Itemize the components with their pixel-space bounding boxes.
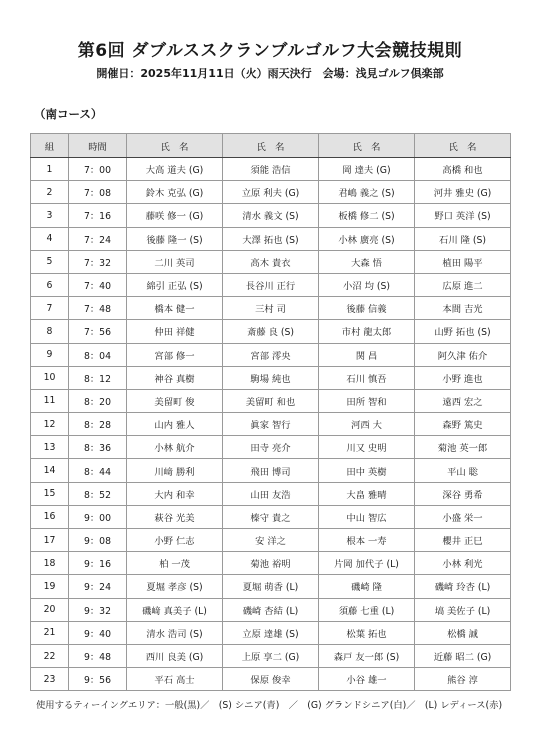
table-header-row [31, 134, 511, 158]
player-name: 後藤 信義 [319, 297, 415, 320]
player-name: 石川 隆 (S) [415, 227, 511, 250]
player-name: 野口 英洋 (S) [415, 204, 511, 227]
player-name: 広原 進二 [415, 273, 511, 296]
player-name: 宮部 澪央 [223, 343, 319, 366]
player-name: 清水 浩司 (S) [127, 621, 223, 644]
tee-time-table [30, 133, 511, 691]
group-number: 16 [31, 505, 69, 528]
group-number: 19 [31, 575, 69, 598]
player-name: 中山 智広 [319, 505, 415, 528]
tee-time: 8：04 [69, 343, 127, 366]
tee-time: 7：08 [69, 181, 127, 204]
player-name: 磯崎 杏結 (L) [223, 598, 319, 621]
tee-time: 9：24 [69, 575, 127, 598]
group-number: 18 [31, 552, 69, 575]
table-row [31, 644, 511, 667]
player-name: 大澤 拓也 (S) [223, 227, 319, 250]
player-name: 藤咲 修一 (G) [127, 204, 223, 227]
player-name: 夏堀 萌香 (L) [223, 575, 319, 598]
group-number: 21 [31, 621, 69, 644]
player-name: 西川 良美 (G) [127, 644, 223, 667]
player-name: 菊池 裕明 [223, 552, 319, 575]
table-row [31, 413, 511, 436]
player-name: 二川 英司 [127, 250, 223, 273]
player-name: 河西 大 [319, 413, 415, 436]
group-number: 23 [31, 668, 69, 691]
group-number: 14 [31, 459, 69, 482]
player-name: 平石 高士 [127, 668, 223, 691]
player-name: 鈴木 克弘 (G) [127, 181, 223, 204]
group-number: 9 [31, 343, 69, 366]
group-number: 10 [31, 366, 69, 389]
player-name: 磯崎 玲杏 (L) [415, 575, 511, 598]
player-name: 綿引 正弘 (S) [127, 273, 223, 296]
table-row [31, 529, 511, 552]
tee-time: 9：56 [69, 668, 127, 691]
table-row [31, 273, 511, 296]
group-number: 4 [31, 227, 69, 250]
course-label: （南コース） [34, 107, 103, 121]
tee-time: 8：20 [69, 389, 127, 412]
player-name: 河井 雅史 (G) [415, 181, 511, 204]
player-name: 柏 一茂 [127, 552, 223, 575]
player-name: 山内 雅人 [127, 413, 223, 436]
table-row [31, 575, 511, 598]
player-name: 立原 利夫 (G) [223, 181, 319, 204]
table-row [31, 366, 511, 389]
table-body [31, 158, 511, 691]
column-header: 氏 名 [319, 134, 415, 158]
tee-time: 8：36 [69, 436, 127, 459]
player-name: 田所 智和 [319, 389, 415, 412]
player-name: 本間 吉光 [415, 297, 511, 320]
table-row [31, 158, 511, 181]
player-name: 小林 廣亮 (S) [319, 227, 415, 250]
player-name: 山野 拓也 (S) [415, 320, 511, 343]
player-name: 松橋 誠 [415, 621, 511, 644]
player-name: 榛守 貴之 [223, 505, 319, 528]
table-row [31, 552, 511, 575]
player-name: 長谷川 正行 [223, 273, 319, 296]
tee-time: 9：40 [69, 621, 127, 644]
group-number: 5 [31, 250, 69, 273]
player-name: 岡 達夫 (G) [319, 158, 415, 181]
column-header: 組 [31, 134, 69, 158]
player-name: 大森 悟 [319, 250, 415, 273]
player-name: 根本 一寿 [319, 529, 415, 552]
player-name: 橋本 健一 [127, 297, 223, 320]
column-header: 氏 名 [415, 134, 511, 158]
player-name: 駒場 純也 [223, 366, 319, 389]
player-name: 櫻井 正巳 [415, 529, 511, 552]
player-name: 萩谷 光美 [127, 505, 223, 528]
player-name: 田中 英樹 [319, 459, 415, 482]
player-name: 小野 進也 [415, 366, 511, 389]
player-name: 飛田 博司 [223, 459, 319, 482]
player-name: 山田 友浩 [223, 482, 319, 505]
player-name: 神谷 真樹 [127, 366, 223, 389]
player-name: 小林 航介 [127, 436, 223, 459]
table-row [31, 250, 511, 273]
player-name: 片岡 加代子 (L) [319, 552, 415, 575]
column-header: 氏 名 [223, 134, 319, 158]
tee-time: 9：16 [69, 552, 127, 575]
table-row [31, 227, 511, 250]
tee-time: 9：00 [69, 505, 127, 528]
player-name: 田寺 亮介 [223, 436, 319, 459]
tee-time: 8：44 [69, 459, 127, 482]
table-row [31, 320, 511, 343]
player-name: 美留町 和也 [223, 389, 319, 412]
tee-time: 9：08 [69, 529, 127, 552]
table-row [31, 343, 511, 366]
tee-time: 8：28 [69, 413, 127, 436]
group-number: 13 [31, 436, 69, 459]
tee-time: 7：16 [69, 204, 127, 227]
tee-time: 8：12 [69, 366, 127, 389]
player-name: 眞家 智行 [223, 413, 319, 436]
player-name: 深谷 勇希 [415, 482, 511, 505]
column-header: 氏 名 [127, 134, 223, 158]
player-name: 関 昌 [319, 343, 415, 366]
table-row [31, 181, 511, 204]
player-name: 松葉 拓也 [319, 621, 415, 644]
table-row [31, 621, 511, 644]
player-name: 上原 享二 (G) [223, 644, 319, 667]
table-row [31, 389, 511, 412]
player-name: 安 洋之 [223, 529, 319, 552]
player-name: 清水 義文 (S) [223, 204, 319, 227]
tee-time: 7：48 [69, 297, 127, 320]
player-name: 川又 史明 [319, 436, 415, 459]
tee-time: 7：56 [69, 320, 127, 343]
player-name: 仲田 祥健 [127, 320, 223, 343]
player-name: 近藤 昭二 (G) [415, 644, 511, 667]
table-row [31, 598, 511, 621]
group-number: 3 [31, 204, 69, 227]
event-info: 開催日：2025年11月11日（火）雨天決行 会場：浅見ゴルフ倶楽部 [96, 67, 444, 80]
table-row [31, 436, 511, 459]
player-name: 森野 篤史 [415, 413, 511, 436]
player-name: 後藤 隆一 (S) [127, 227, 223, 250]
player-name: 川﨑 勝利 [127, 459, 223, 482]
tee-time: 9：48 [69, 644, 127, 667]
group-number: 2 [31, 181, 69, 204]
group-number: 22 [31, 644, 69, 667]
tee-time: 7：32 [69, 250, 127, 273]
tee-area-note: 使用するティーイングエリア：一般(黒)／ (S) シニア(青) ／ (G) グランドシニア(白)／ (L) レディース(赤) [36, 700, 503, 711]
tee-time: 7：24 [69, 227, 127, 250]
player-name: 高木 貴衣 [223, 250, 319, 273]
player-name: 森戸 友一郎 (S) [319, 644, 415, 667]
table-row [31, 459, 511, 482]
table-row [31, 505, 511, 528]
group-number: 1 [31, 158, 69, 181]
page-title: 第6回 ダブルススクランブルゴルフ大会競技規則 [77, 41, 463, 61]
tee-time: 7：00 [69, 158, 127, 181]
player-name: 宮部 修一 [127, 343, 223, 366]
player-name: 須藤 七重 (L) [319, 598, 415, 621]
player-name: 石川 慎吾 [319, 366, 415, 389]
player-name: 高橋 和也 [415, 158, 511, 181]
player-name: 小沼 均 (S) [319, 273, 415, 296]
player-name: 君嶋 義之 (S) [319, 181, 415, 204]
tee-time: 9：32 [69, 598, 127, 621]
group-number: 12 [31, 413, 69, 436]
player-name: 小林 利光 [415, 552, 511, 575]
group-number: 6 [31, 273, 69, 296]
player-name: 大高 道夫 (G) [127, 158, 223, 181]
table-row [31, 482, 511, 505]
player-name: 小盛 栄一 [415, 505, 511, 528]
table-row [31, 204, 511, 227]
group-number: 11 [31, 389, 69, 412]
player-name: 塙 美佐子 (L) [415, 598, 511, 621]
column-header: 時間 [69, 134, 127, 158]
table-row [31, 297, 511, 320]
player-name: 大内 和幸 [127, 482, 223, 505]
group-number: 20 [31, 598, 69, 621]
player-name: 夏堀 孝彦 (S) [127, 575, 223, 598]
tee-time: 8：52 [69, 482, 127, 505]
player-name: 三村 司 [223, 297, 319, 320]
tee-time: 7：40 [69, 273, 127, 296]
player-name: 磯崎 隆 [319, 575, 415, 598]
group-number: 17 [31, 529, 69, 552]
player-name: 磯﨑 真美子 (L) [127, 598, 223, 621]
player-name: 美留町 俊 [127, 389, 223, 412]
player-name: 小野 仁志 [127, 529, 223, 552]
table-row [31, 668, 511, 691]
player-name: 板橋 修二 (S) [319, 204, 415, 227]
group-number: 7 [31, 297, 69, 320]
player-name: 菊池 英一郎 [415, 436, 511, 459]
player-name: 市村 龍太郎 [319, 320, 415, 343]
player-name: 平山 聡 [415, 459, 511, 482]
player-name: 須能 浩信 [223, 158, 319, 181]
player-name: 植田 陽平 [415, 250, 511, 273]
player-name: 保原 俊幸 [223, 668, 319, 691]
player-name: 小谷 雄一 [319, 668, 415, 691]
group-number: 15 [31, 482, 69, 505]
player-name: 阿久津 佑介 [415, 343, 511, 366]
player-name: 斎藤 良 (S) [223, 320, 319, 343]
player-name: 遠西 宏之 [415, 389, 511, 412]
player-name: 立原 達雄 (S) [223, 621, 319, 644]
player-name: 大畠 雅晴 [319, 482, 415, 505]
player-name: 熊谷 淳 [415, 668, 511, 691]
group-number: 8 [31, 320, 69, 343]
